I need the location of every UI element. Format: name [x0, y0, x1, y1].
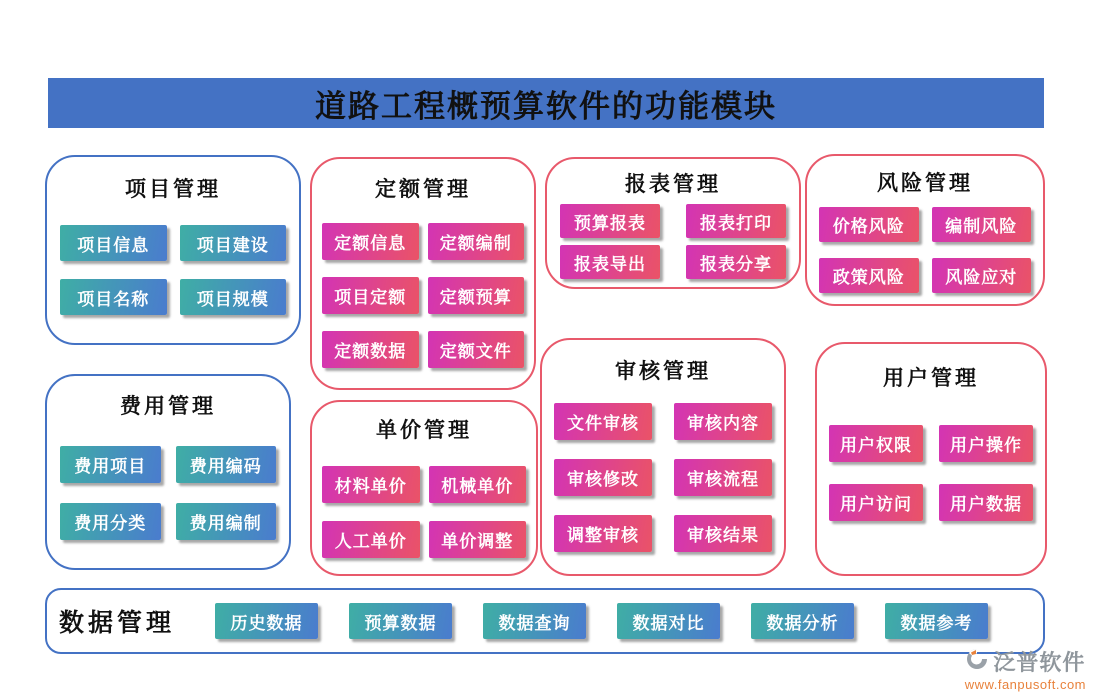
- button-audit-file[interactable]: 文件审核: [554, 403, 652, 440]
- button-project-build[interactable]: 项目建设: [180, 225, 287, 261]
- module-card-audit: [540, 338, 786, 576]
- module-buttons-cost: [60, 446, 276, 540]
- button-risk-compile[interactable]: 编制风险: [932, 207, 1032, 242]
- button-data-history[interactable]: 历史数据: [215, 603, 318, 639]
- module-buttons-report: [560, 204, 786, 279]
- module-title-audit: 审核管理: [615, 359, 711, 383]
- button-unitprice-labor[interactable]: 人工单价: [322, 521, 420, 558]
- module-card-project: [45, 155, 301, 345]
- fanpu-logo-icon: [965, 647, 989, 676]
- module-title-quota: 定额管理: [375, 177, 471, 201]
- button-unitprice-material[interactable]: 材料单价: [322, 466, 420, 503]
- button-risk-price[interactable]: 价格风险: [819, 207, 919, 242]
- button-audit-modify[interactable]: 审核修改: [554, 459, 652, 496]
- button-quota-budget[interactable]: 定额预算: [428, 277, 525, 314]
- module-buttons-audit: [554, 403, 772, 552]
- button-project-info[interactable]: 项目信息: [60, 225, 167, 261]
- data-bar-buttons: [215, 603, 988, 639]
- button-quota-info[interactable]: 定额信息: [322, 223, 419, 260]
- module-title-risk: 风险管理: [877, 171, 973, 195]
- module-card-user: [815, 342, 1047, 576]
- button-user-data[interactable]: 用户数据: [939, 484, 1033, 521]
- button-data-budget[interactable]: 预算数据: [349, 603, 452, 639]
- button-audit-adjust[interactable]: 调整审核: [554, 515, 652, 552]
- module-buttons-unitprice: [322, 466, 526, 558]
- brand-website: www.fanpusoft.com: [964, 677, 1086, 692]
- module-buttons-project: [60, 225, 286, 315]
- button-quota-file[interactable]: 定额文件: [428, 331, 525, 368]
- button-user-permission[interactable]: 用户权限: [829, 425, 923, 462]
- button-cost-category[interactable]: 费用分类: [60, 503, 161, 540]
- page-title: 道路工程概预算软件的功能模块: [315, 88, 777, 124]
- button-report-print[interactable]: 报表打印: [686, 204, 786, 238]
- module-card-unitprice: [310, 400, 538, 576]
- button-quota-data[interactable]: 定额数据: [322, 331, 419, 368]
- button-cost-code[interactable]: 费用编码: [176, 446, 277, 483]
- brand-name: 泛普软件: [993, 650, 1086, 675]
- button-risk-policy[interactable]: 政策风险: [819, 258, 919, 293]
- module-card-risk: [805, 154, 1045, 306]
- button-report-export[interactable]: 报表导出: [560, 245, 660, 279]
- module-title-cost: 费用管理: [120, 394, 216, 418]
- button-audit-flow[interactable]: 审核流程: [674, 459, 772, 496]
- button-project-scale[interactable]: 项目规模: [180, 279, 287, 315]
- button-data-analyze[interactable]: 数据分析: [751, 603, 854, 639]
- button-audit-result[interactable]: 审核结果: [674, 515, 772, 552]
- button-cost-compile[interactable]: 费用编制: [176, 503, 277, 540]
- data-management-bar: [45, 588, 1045, 654]
- module-title-unitprice: 单价管理: [376, 418, 472, 442]
- button-quota-project[interactable]: 项目定额: [322, 277, 419, 314]
- button-unitprice-machine[interactable]: 机械单价: [429, 466, 527, 503]
- footer-brand: [965, 646, 1086, 692]
- button-data-compare[interactable]: 数据对比: [617, 603, 720, 639]
- button-risk-response[interactable]: 风险应对: [932, 258, 1032, 293]
- module-title-user: 用户管理: [883, 366, 979, 390]
- brand-row: [965, 646, 1085, 677]
- button-cost-item[interactable]: 费用项目: [60, 446, 161, 483]
- module-buttons-quota: [322, 223, 524, 368]
- button-unitprice-adjust[interactable]: 单价调整: [429, 521, 527, 558]
- button-user-access[interactable]: 用户访问: [829, 484, 923, 521]
- module-buttons-risk: [819, 207, 1031, 293]
- button-quota-compile[interactable]: 定额编制: [428, 223, 525, 260]
- module-card-report: [545, 157, 801, 289]
- module-card-cost: [45, 374, 291, 570]
- data-bar-title: 数据管理: [59, 610, 176, 637]
- module-buttons-user: [829, 425, 1033, 521]
- button-audit-content[interactable]: 审核内容: [674, 403, 772, 440]
- button-user-operation[interactable]: 用户操作: [939, 425, 1033, 462]
- module-card-quota: [310, 157, 536, 390]
- title-banner: [48, 78, 1044, 128]
- button-data-reference[interactable]: 数据参考: [885, 603, 988, 639]
- button-project-name[interactable]: 项目名称: [60, 279, 167, 315]
- module-title-report: 报表管理: [625, 172, 721, 196]
- button-report-share[interactable]: 报表分享: [686, 245, 786, 279]
- button-report-budget[interactable]: 预算报表: [560, 204, 660, 238]
- module-title-project: 项目管理: [125, 177, 221, 201]
- button-data-query[interactable]: 数据查询: [483, 603, 586, 639]
